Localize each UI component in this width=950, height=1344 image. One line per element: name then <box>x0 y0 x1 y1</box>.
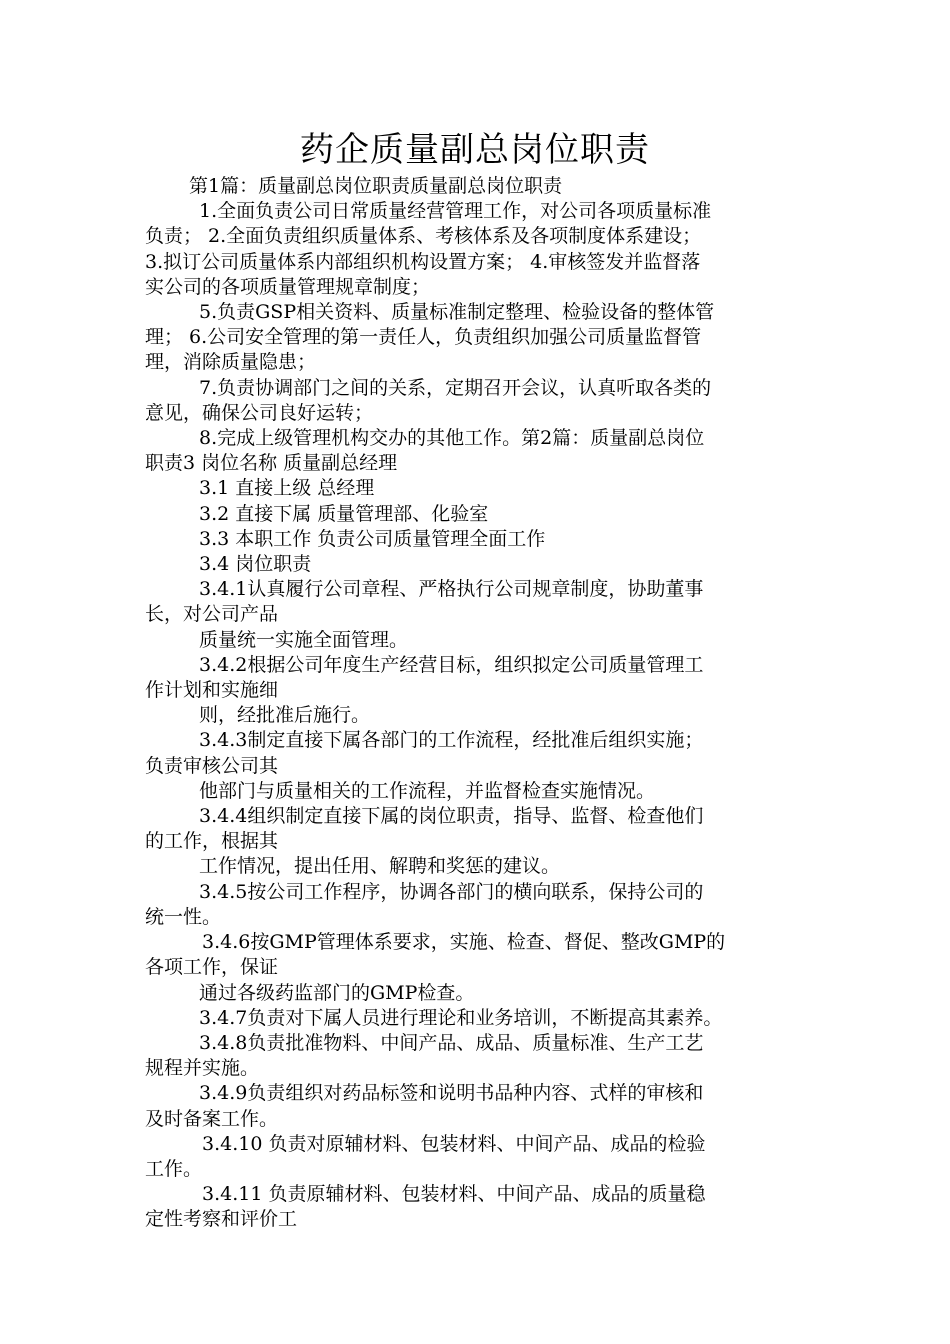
document-line: 定性考察和评价工 <box>145 1208 298 1231</box>
document-line: 3.4.9负责组织对药品标签和说明书品种内容、式样的审核和 <box>199 1082 704 1105</box>
document-line: 3.4.7负责对下属人员进行理论和业务培训，不断提高其素养。 <box>199 1006 723 1029</box>
document-line: 长，对公司产品 <box>145 603 279 626</box>
document-line: 理，消除质量隐患； <box>145 351 317 374</box>
document-line: 通过各级药监部门的GMP检查。 <box>199 981 475 1004</box>
document-line: 规程并实施。 <box>145 1057 260 1080</box>
document-line: 及时备案工作。 <box>145 1107 279 1130</box>
document-line: 8.完成上级管理机构交办的其他工作。第2篇：质量副总岗位 <box>199 427 705 450</box>
document-line: 实公司的各项质量管理规章制度； <box>145 275 431 298</box>
document-line: 3.4.8负责批准物料、中间产品、成品、质量标准、生产工艺 <box>199 1031 704 1054</box>
document-line: 3.4.5按公司工作程序，协调各部门的横向联系，保持公司的 <box>199 880 704 903</box>
document-line: 3.4 岗位职责 <box>199 553 312 576</box>
document-line: 的工作，根据其 <box>145 830 279 853</box>
document-line: 3.4.3制定直接下属各部门的工作流程，经批准后组织实施； <box>199 729 704 752</box>
document-line: 3.4.2根据公司年度生产经营目标，组织拟定公司质量管理工 <box>199 653 704 676</box>
document-line: 3.4.10 负责对原辅材料、包装材料、中间产品、成品的检验 <box>202 1132 706 1155</box>
document-line: 3.4.4组织制定直接下属的岗位职责，指导、监督、检查他们 <box>199 805 704 828</box>
document-line: 则，经批准后施行。 <box>199 704 371 727</box>
document-line: 工作情况，提出任用、解聘和奖惩的建议。 <box>199 855 561 878</box>
document-line: 第1篇：质量副总岗位职责质量副总岗位职责 <box>189 175 563 197</box>
document-line: 3.拟订公司质量体系内部组织机构设置方案； 4.审核签发并监督落 <box>145 250 701 273</box>
document-line: 工作。 <box>145 1157 203 1180</box>
document-line: 3.4.11 负责原辅材料、包装材料、中间产品、成品的质量稳 <box>202 1183 706 1206</box>
document-line: 3.4.6按GMP管理体系要求，实施、检查、督促、整改GMP的 <box>202 931 726 954</box>
document-line: 作计划和实施细 <box>145 679 279 702</box>
document-line: 各项工作，保证 <box>145 956 279 979</box>
document-title: 药企质量副总岗位职责 <box>300 130 650 170</box>
document-line: 7.负责协调部门之间的关系，定期召开会议，认真听取各类的 <box>199 376 712 399</box>
document-line: 理； 6.公司安全管理的第一责任人，负责组织加强公司质量监督管 <box>145 326 702 349</box>
document-line: 3.1 直接上级 总经理 <box>199 477 375 500</box>
document-line: 他部门与质量相关的工作流程，并监督检查实施情况。 <box>199 779 656 802</box>
document-line: 意见，确保公司良好运转； <box>145 401 374 424</box>
document-line: 负责审核公司其 <box>145 754 279 777</box>
document-line: 3.3 本职工作 负责公司质量管理全面工作 <box>199 527 546 550</box>
document-line: 3.4.1认真履行公司章程、严格执行公司规章制度，协助董事 <box>199 578 704 601</box>
document-line: 1.全面负责公司日常质量经营管理工作，对公司各项质量标准 <box>199 200 712 223</box>
document-line: 统一性。 <box>145 905 222 928</box>
document-body <box>145 174 809 1233</box>
document-line: 负责； 2.全面负责组织质量体系、考核体系及各项制度体系建设； <box>145 225 702 248</box>
document-line: 质量统一实施全面管理。 <box>199 628 409 651</box>
document-line: 3.2 直接下属 质量管理部、化验室 <box>199 502 489 525</box>
document-line: 职责3 岗位名称 质量副总经理 <box>145 452 398 475</box>
document-line: 5.负责GSP相关资料、质量标准制定整理、检验设备的整体管 <box>199 301 715 324</box>
